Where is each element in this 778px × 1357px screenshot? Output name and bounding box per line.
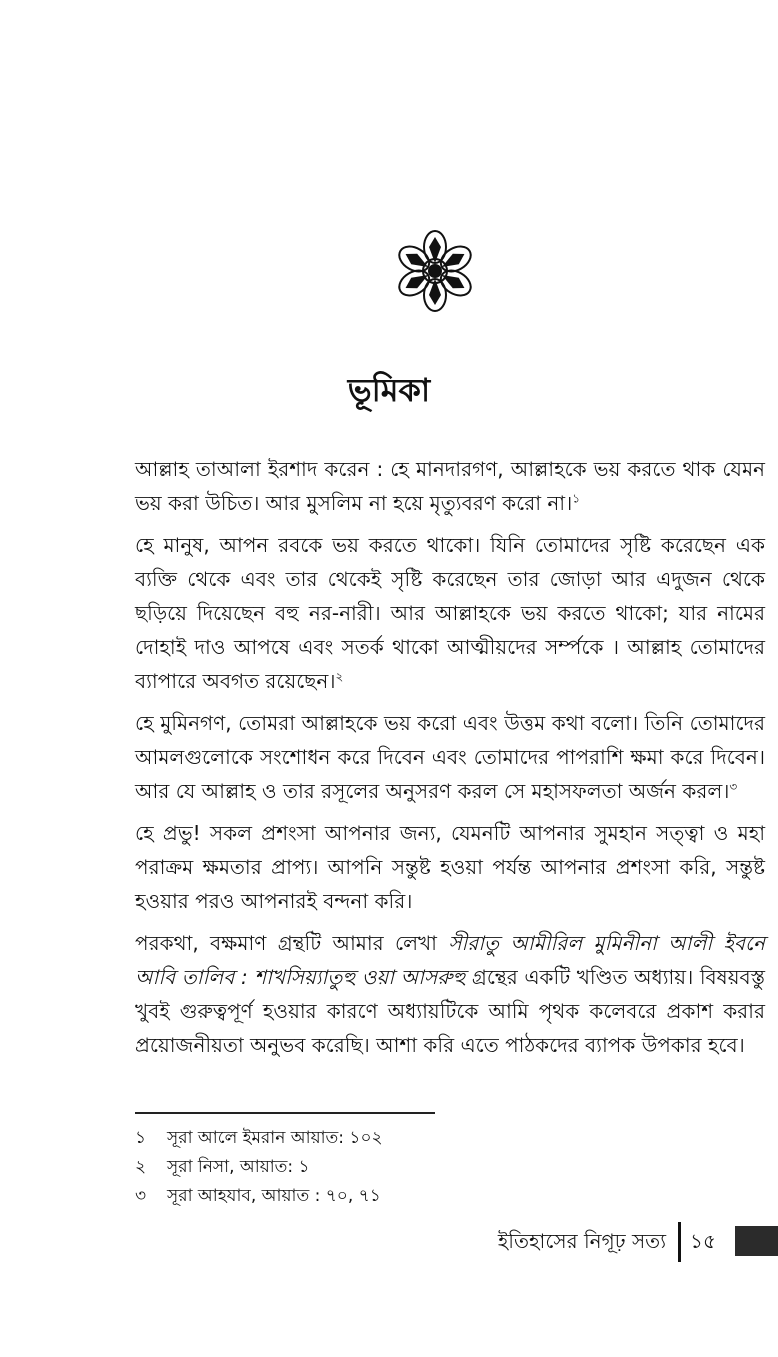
book-title-italic: সীরাতু আমীরিল মুমিনীনা আলী ইবনে আবি তালিব : শাখসিয়্যাতুহু ওয়া আসরুহু [135, 931, 765, 989]
footnote-3 [135, 1182, 735, 1211]
paragraph-2 [135, 528, 765, 698]
paragraph-1-text: আল্লাহ তাআলা ইরশাদ করেন : হে মানদারগণ, আল্লাহকে ভয় করতে থাক যেমন ভয় করা উচিত। আর মুসলিম না হয়ে মৃত্যুবরণ করো না। [135, 457, 765, 515]
footnotes [135, 1124, 735, 1211]
footnote-1 [135, 1124, 735, 1153]
page-number: ১৫ [690, 1229, 716, 1253]
running-title: ইতিহাসের নিগূঢ় সত্য [497, 1229, 666, 1253]
footnote-number: ২ [135, 1157, 147, 1177]
paragraph-1 [135, 452, 765, 520]
footnote-ref-1: ১ [572, 491, 581, 506]
paragraph-3 [135, 706, 765, 808]
thumb-tab [735, 1226, 778, 1256]
footnote-number: ৩ [135, 1186, 147, 1206]
paragraph-3-text: হে মুমিনগণ, তোমরা আল্লাহকে ভয় করো এবং উত্তম কথা বলো। তিনি তোমাদের আমলগুলোকে সংশোধন করে দিবেন এবং তোমাদের পাপরাশি ক্ষমা করে দিবেন। আর যে আল্লাহ ও তার রসূলের অনুসরণ করল সে মহাসফলতা অর্জন করল। [135, 711, 765, 803]
footnote-number: ১ [135, 1128, 147, 1148]
body-text [135, 452, 765, 1070]
footnote-text: সূরা আহযাব, আয়াত : ৭০, ৭১ [167, 1186, 381, 1206]
paragraph-4 [135, 816, 765, 918]
footnote-text: সূরা আলে ইমরান আয়াত: ১০২ [167, 1128, 383, 1148]
paragraph-4-text: হে প্রভু! সকল প্রশংসা আপনার জন্য, যেমনটি আপনার সুমহান সত্ত্বা ও মহা পরাক্রম ক্ষমতার প্রাপ্য। আপনি সন্তুষ্ট হওয়া পর্যন্ত আপনার প্রশংসা করি, সন্তুষ্ট হওয়ার পরও আপনারই বন্দনা করি। [135, 821, 765, 913]
footer-divider [678, 1222, 681, 1262]
footnote-separator [135, 1112, 435, 1114]
page-title: ভূমিকা [347, 371, 431, 409]
footnote-text: সূরা নিসা, আয়াত: ১ [167, 1157, 310, 1177]
paragraph-5-text-after: গ্রন্থের একটি খণ্ডিত অধ্যায়। বিষয়বস্তু খুবই গুরুত্বপূর্ণ হওয়ার কারণে অধ্যায়টিকে আমি পৃথক কলেবরে প্রকাশ করার প্রয়োজনীয়তা অনুভব করেছি। আশা করি এতে পাঠকদের ব্যাপক উপকার হবে। [135, 965, 765, 1057]
paragraph-2-text: হে মানুষ, আপন রবকে ভয় করতে থাকো। যিনি তোমাদের সৃষ্টি করেছেন এক ব্যক্তি থেকে এবং তার থেকেই সৃষ্টি করেছেন তার জোড়া আর এদুজন থেকে ছড়িয়ে দিয়েছেন বহু নর-নারী। আর আল্লাহকে ভয় করতে থাকো; যার নামের দোহাই দাও আপষে এবং সতর্ক থাকো আত্মীয়দের সর্ম্পকে । আল্লাহ তোমাদের ব্যাপারে অবগত রয়েছেন। [135, 533, 765, 693]
paragraph-5-text-before: পরকথা, বক্ষমাণ গ্রন্থটি আমার লেখা [135, 931, 449, 955]
footnote-2 [135, 1153, 735, 1182]
floral-ornament-icon [392, 228, 478, 314]
footnote-ref-3: ৩ [729, 779, 738, 794]
footnote-ref-2: ২ [335, 669, 344, 684]
paragraph-5 [135, 926, 765, 1062]
